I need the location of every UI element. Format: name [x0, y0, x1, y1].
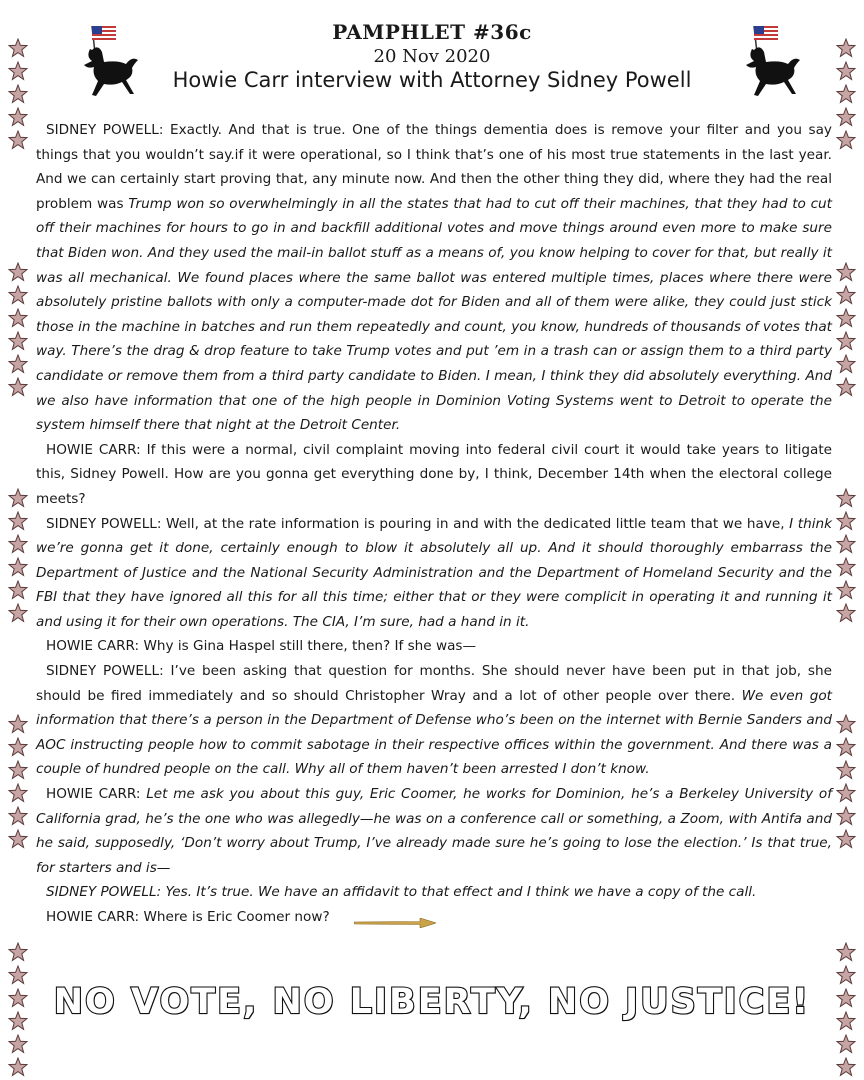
star-icon — [836, 942, 856, 962]
star-icon — [836, 285, 856, 305]
speaker-label: SIDNEY POWELL: — [46, 122, 164, 138]
transcript-text: If this were a normal, civil complaint moving into federal civil court it would take years to litigate this, Sidney Powell. How are you gonna get everything done by, I think, December 14th when the electoral college meets? — [36, 441, 833, 507]
transcript-text-italic: I think we’re gonna get it done, certainly enough to blow it absolutely all up. And it should thoroughly embarrass the Department of Justice and the National Security Administration and the Department of Homeland Security and the FBI that they have ignored all this for all this time; either that or they were complicit in operating it and running it and using it for their own operations. The CIA, I’m sure, had a hand in it. — [36, 515, 832, 630]
transcript-text: Where is Eric Coomer now? — [139, 909, 330, 925]
transcript-paragraph — [36, 659, 832, 782]
star-icon — [8, 511, 28, 531]
star-icon — [836, 760, 856, 780]
transcript-paragraph — [36, 438, 832, 512]
speaker-label: HOWIE CARR: — [46, 638, 140, 655]
transcript-text-italic: Trump won so overwhelmingly in all the states that had to cut off their machines, that they had to cut off their machines for hours to go in and backfill additional votes and move things around even more to make sure that Biden won. And they used the mail-in ballot stuff as a means of, you know helping to cover for that, but really it was all mechanical. We found places where the same ballot was entered multiple times, places where there were absolutely pristine ballots with only a computer-made dot for Biden and all of them were alike, they could just stick those in the machine in batches and run them repeatedly and count, you know, hundreds of thousands of votes that way. There’s the drag & drop feature to take Trump votes and put ’em in a trash can or assign them to a third party candidate or remove them from a third party candidate to Biden. I mean, I think they did absolutely everything. And we also have information that one of the high people in Dominion Voting Systems went to Detroit to operate the system himself there that night at the Detroit Center. — [36, 195, 832, 434]
star-icon — [8, 377, 28, 397]
pamphlet-number: PAMPHLET #36c — [332, 20, 532, 44]
star-icon — [836, 714, 856, 734]
star-icon — [8, 262, 28, 282]
star-icon — [8, 942, 28, 962]
interview-transcript — [36, 118, 832, 930]
star-icon — [836, 262, 856, 282]
pamphlet-subtitle: Howie Carr interview with Attorney Sidney Powell — [172, 68, 692, 92]
transcript-paragraph — [36, 782, 832, 880]
star-icon — [836, 1057, 856, 1077]
star-icon — [8, 1057, 28, 1077]
star-icon — [836, 737, 856, 757]
star-icon — [8, 61, 28, 81]
star-icon — [836, 806, 856, 826]
star-icon — [8, 714, 28, 734]
pamphlet-header — [0, 0, 864, 110]
star-icon — [8, 829, 28, 849]
star-icon — [8, 534, 28, 554]
transcript-paragraph — [36, 634, 832, 659]
star-icon — [836, 61, 856, 81]
star-icon — [8, 38, 28, 58]
star-icon — [8, 760, 28, 780]
transcript-text: Why is Gina Haspel still there, then? If she was— — [139, 638, 477, 655]
star-icon — [8, 737, 28, 757]
star-icon — [8, 84, 28, 104]
speaker-label: SIDNEY POWELL: — [46, 663, 164, 680]
speaker-label: HOWIE CARR: — [46, 441, 141, 458]
star-icon — [836, 511, 856, 531]
pamphlet-date: 20 Nov 2020 — [373, 46, 491, 67]
star-icon — [8, 285, 28, 305]
star-icon — [8, 107, 28, 127]
star-icon — [8, 603, 28, 623]
transcript-paragraph — [36, 512, 832, 635]
star-icon — [8, 308, 28, 328]
right-star-border — [836, 0, 858, 1080]
star-icon — [836, 331, 856, 351]
speaker-label: HOWIE CARR: — [46, 786, 141, 803]
left-star-border — [8, 0, 30, 1080]
star-icon — [8, 557, 28, 577]
star-icon — [8, 354, 28, 374]
star-icon — [836, 107, 856, 127]
transcript-text-italic: Yes. It’s true. We have an affidavit to that effect and I think we have a copy of the call. — [165, 884, 757, 901]
transcript-paragraph — [36, 118, 832, 438]
star-icon — [8, 331, 28, 351]
star-icon — [836, 84, 856, 104]
star-icon — [836, 1034, 856, 1054]
star-icon — [8, 488, 28, 508]
transcript-text-italic: We even got information that there’s a person in the Department of Defense who’s been on the internet with Bernie Sanders and AOC instructing people how to commit sabotage in their respective offices within the government. And there was a couple of hundred people on the call. Why all of them haven’t been arrested I don’t know. — [36, 687, 833, 778]
star-icon — [836, 580, 856, 600]
transcript-text-italic: Let me ask you about this guy, Eric Coomer, he works for Dominion, he’s a Berkeley University of California grad, he’s the one who was allegedly—he was on a conference call or something, a Zoom, with Antifa and he said, supposedly, ‘Don’t worry about Trump, I’ve already made sure he’s going to lose the election.’ Is that true, for starters and is— — [36, 786, 832, 876]
star-icon — [8, 1034, 28, 1054]
speaker-label: SIDNEY POWELL: — [46, 884, 162, 901]
transcript-text: Exactly. And that is true. One of the things dementia does is remove your filter and you say things that you wouldn’t say.if it were operational, so I think that’s one of his most true statements in the last year. And we can certainly start proving that, any minute now. And then the other thing they did, where they had the real problem was — [36, 122, 832, 212]
star-icon — [836, 829, 856, 849]
star-icon — [8, 580, 28, 600]
star-icon — [836, 488, 856, 508]
star-icon — [836, 534, 856, 554]
star-icon — [8, 783, 28, 803]
transcript-text: I’ve been asking that question for months. She should never have been put in that job, she should be fired immediately and so should Christopher Wray and a lot of other people over there. — [36, 663, 832, 704]
star-icon — [836, 783, 856, 803]
star-icon — [836, 603, 856, 623]
slogan-banner: NO VOTE, NO LIBERTY, NO JUSTICE! — [53, 982, 811, 1022]
star-icon — [836, 130, 856, 150]
star-icon — [836, 308, 856, 328]
star-icon — [836, 557, 856, 577]
star-icon — [836, 354, 856, 374]
arrow-right-icon — [344, 912, 426, 922]
transcript-paragraph — [36, 905, 832, 930]
star-icon — [836, 377, 856, 397]
transcript-text: Well, at the rate information is pouring in and with the dedicated little team that we have, — [161, 515, 790, 532]
speaker-label: SIDNEY POWELL: — [46, 515, 162, 532]
star-icon — [836, 38, 856, 58]
transcript-paragraph — [36, 880, 832, 905]
star-icon — [8, 130, 28, 150]
star-icon — [8, 806, 28, 826]
speaker-label: HOWIE CARR: — [46, 909, 140, 925]
